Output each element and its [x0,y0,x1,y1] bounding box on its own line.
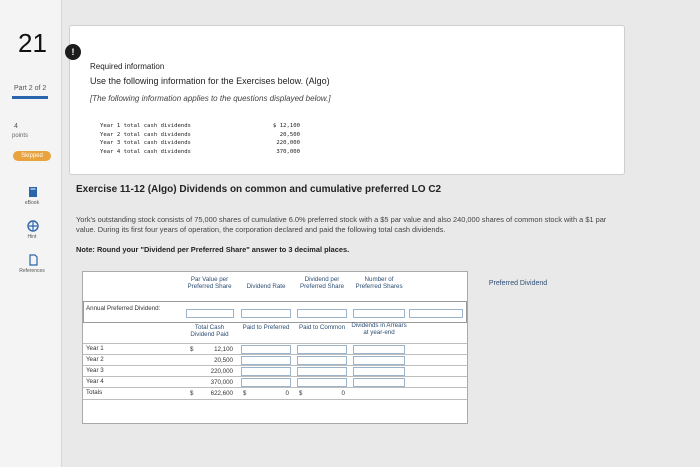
worksheet-table [82,271,468,424]
dollar-sign: $ [190,346,194,353]
total-cash-year-4: 370,000 [210,379,233,386]
dollar-sign: $ [243,390,247,397]
points-label: points [12,133,29,139]
points-value: 4 [14,123,18,130]
header-total-cash: Total Cash Dividend Paid [190,324,229,339]
list-item [100,122,300,131]
exercise-note: Note: Round your "Dividend per Preferred Share" answer to 3 decimal places. [76,245,350,254]
annual-dividend-label: Annual Preferred Dividend: [86,305,161,312]
hint-label[interactable]: Hint [27,234,37,240]
row-divider [83,399,467,400]
par-value-input[interactable] [186,309,234,318]
row-divider [83,376,467,377]
dividend-per-share-input[interactable] [297,309,347,318]
dividend-amount: $ 12,100 [273,123,300,129]
paid-common-total: 0 [341,390,345,397]
dividend-amount: 220,000 [276,140,300,146]
row-divider [83,365,467,366]
references-label[interactable]: References [19,268,45,274]
ebook-label[interactable]: eBook [24,200,40,206]
header-paid-common: Paid to Common [298,324,346,331]
dividend-label: Year 1 total cash dividends [100,123,191,129]
part-progress-bar [12,96,48,99]
dividend-amount: 20,500 [279,131,300,138]
dividends-list [100,122,300,156]
arrears-year-1-input[interactable] [353,345,405,354]
number-shares-input[interactable] [353,309,405,318]
list-item [100,131,300,140]
question-sidebar [0,0,62,467]
dividend-label: Year 3 total cash dividends [100,140,191,146]
paid-preferred-year-1-input[interactable] [241,345,291,354]
dividend-label: Year 4 total cash dividends [100,148,191,155]
question-number: 21 [18,28,47,58]
dollar-sign: $ [190,390,194,397]
references-icon[interactable] [27,254,39,266]
paid-preferred-total: 0 [285,390,289,397]
status-badge: Skipped [13,151,51,161]
required-info-heading: Use the following information for the Exercises below. (Algo) [90,76,330,86]
dividend-amount: 370,000 [276,148,300,155]
paid-preferred-year-4-input[interactable] [241,378,291,387]
arrears-year-2-input[interactable] [353,356,405,365]
paid-preferred-year-3-input[interactable] [241,367,291,376]
total-cash-year-3: 220,000 [210,368,233,375]
header-preferred-dividend: Preferred Dividend [488,280,548,287]
paid-preferred-year-2-input[interactable] [241,356,291,365]
paid-common-year-2-input[interactable] [297,356,347,365]
required-info-title: Required information [90,62,165,71]
hint-icon[interactable] [27,220,39,232]
row-label-totals: Totals [86,389,103,396]
header-par-value: Par Value per Preferred Share [187,276,232,291]
exercise-body: York's outstanding stock consists of 75,000 shares of cumulative 6.0% preferred stock with a $5 par value and also 240,000 shares of common stock with a $1 par value. During its first four years of operation, the corporation declared and paid the following total cash dividends. [76,215,607,234]
part-indicator: Part 2 of 2 [14,85,47,92]
required-info-note: [The following information applies to the questions displayed below.] [90,94,331,103]
total-cash-year-2: 20,500 [214,357,233,364]
list-item [100,139,300,148]
paid-common-year-3-input[interactable] [297,367,347,376]
dollar-sign: $ [299,390,303,397]
preferred-dividend-input[interactable] [409,309,463,318]
row-divider [83,354,467,355]
dividend-label: Year 2 total cash dividends [100,131,191,138]
row-label-year-4: Year 4 [86,378,104,385]
row-label-year-2: Year 2 [86,356,104,363]
dividend-rate-input[interactable] [241,309,291,318]
row-label-year-3: Year 3 [86,367,104,374]
total-cash-year-1: 12,100 [214,346,233,353]
header-number-shares: Number of Preferred Shares [355,276,403,291]
paid-common-year-1-input[interactable] [297,345,347,354]
header-dividend-rate: Dividend Rate [246,283,286,290]
paid-common-year-4-input[interactable] [297,378,347,387]
exercise-title: Exercise 11-12 (Algo) Dividends on common and cumulative preferred LO C2 [76,184,442,195]
ebook-icon[interactable] [27,186,39,198]
row-label-year-1: Year 1 [86,345,104,352]
header-dividends-arrears: Dividends in Arrears at year-end [351,322,407,337]
list-item [100,148,300,157]
arrears-year-3-input[interactable] [353,367,405,376]
total-cash-totals: 622,600 [210,390,233,397]
arrears-year-4-input[interactable] [353,378,405,387]
header-paid-preferred: Paid to Preferred [242,324,290,331]
row-divider [83,343,467,344]
row-divider [83,387,467,388]
header-dividend-per-share: Dividend per Preferred Share [299,276,345,291]
alert-icon: ! [65,44,81,60]
